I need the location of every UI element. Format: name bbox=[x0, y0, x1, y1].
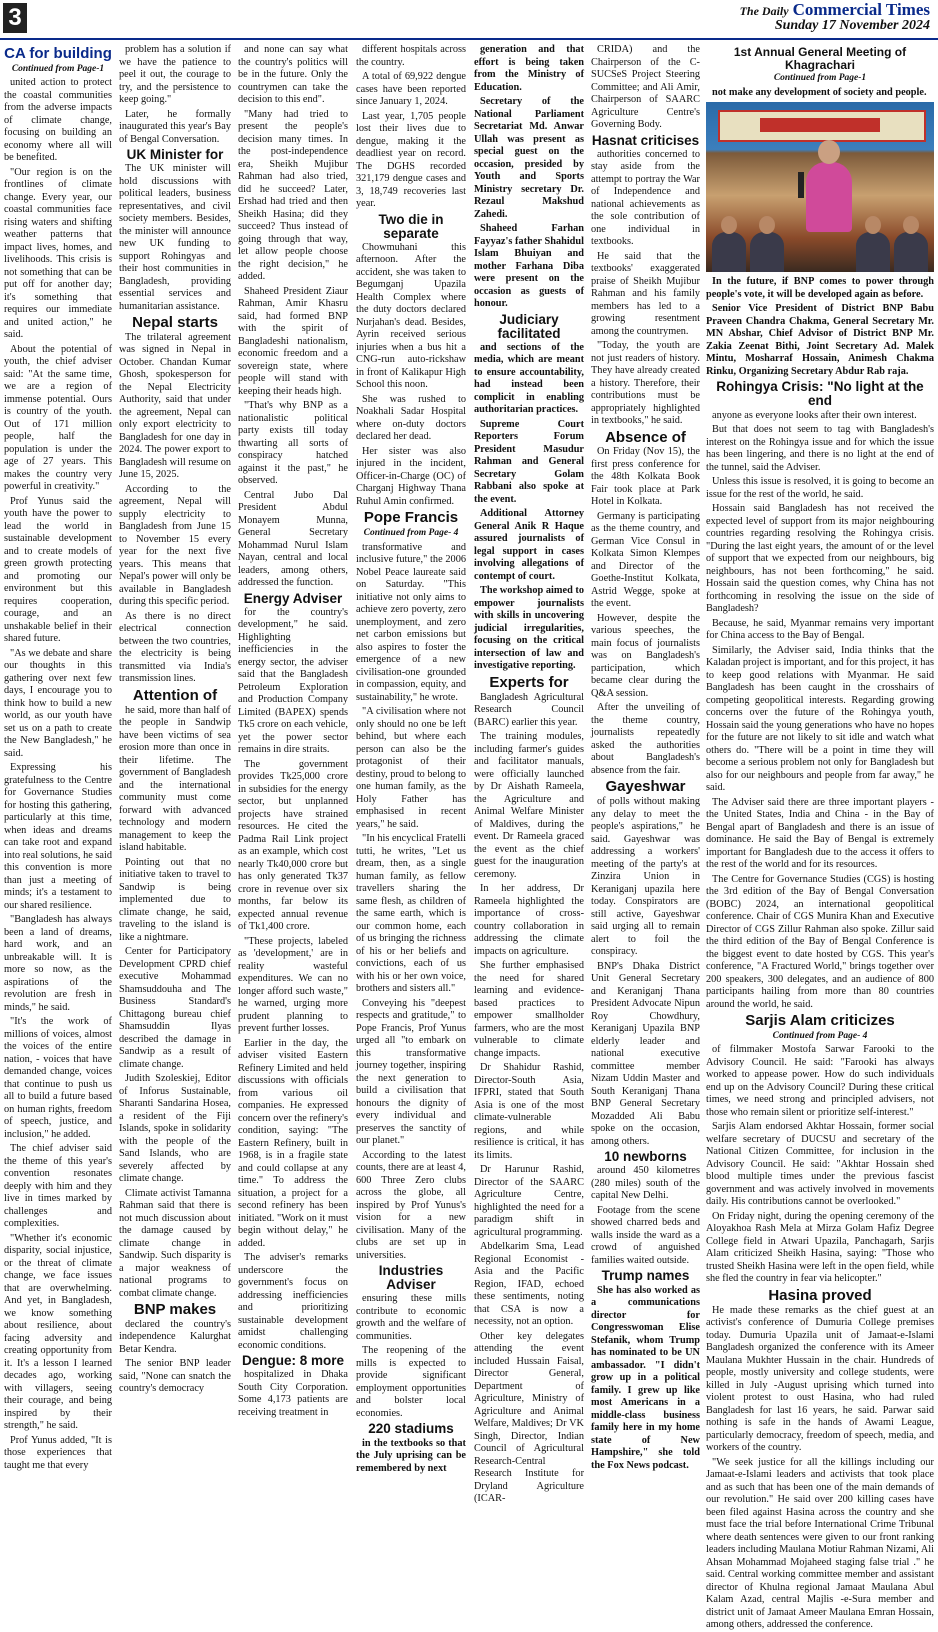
headline-10-newborns: 10 newborns bbox=[604, 1149, 687, 1165]
paragraph: "Bangladesh has always been a land of dreams, hard work, and an unbreakable will. It is more so now, as the aspirations of the revolution are fresh in minds," he said. bbox=[4, 914, 112, 1013]
continued-label: Continued from Page-1 bbox=[773, 73, 867, 84]
paragraph: About the potential of youth, the chief adviser said: "At the same time, we are a region of immense potential. Ours is country of the youth. Out of 171 million people, half the population is under the age of 27 years. This makes the country very powerful in creativity." bbox=[4, 343, 112, 493]
photo-stage-banner bbox=[718, 110, 926, 142]
paragraph: ensuring these mills contribute to economic growth and the welfare of communities. bbox=[356, 1293, 466, 1342]
paragraph: "In his encyclical Fratelli tutti, he writes, "Let us dream, then, as a single human family, as fellow travellers sharing the same flesh, as children of the same earth, which is our common home, each of us bringing the richness of his or her beliefs and convictions, each of us with his or her own voice, brothers and sisters all." bbox=[356, 833, 466, 995]
headline-energy-adviser: Energy Adviser bbox=[243, 590, 343, 606]
paragraph: united action to protect the coastal communities from the adverse impacts of climate change, focusing on building an economy where all will be benefited. bbox=[4, 77, 112, 164]
paragraph: The Adviser said there are three important players - the United States, India and China - in the Bay of Bengal apart of Bangladesh and there is an issue of dominance. He said the Bay of Bengal is extremely important for Bangladesh due to the access it offers to the rest of the world and for its resources. bbox=[706, 796, 934, 871]
paragraph: Climate activist Tamanna Rahman said that there is not much discussion about the damage caused by climate change in Sandwip. Such disparity is a major weakness of national programs to combat climate change. bbox=[119, 1187, 231, 1299]
masthead-rule bbox=[0, 38, 938, 40]
photo-person bbox=[712, 232, 746, 272]
headline-hasina-proved: Hasina proved bbox=[768, 1286, 872, 1304]
continued-label: Continued from Page- 4 bbox=[772, 1030, 868, 1041]
paragraph: BNP's Dhaka District Unit General Secretary and Keraniganj Thana President Advocate Nipun Roy Chowdhury, Keraniganj Upazila BNP elderly leader and national executive committee member Nizam Uddin Master and South Keraniganj Thana BNP General Secretary Mozadded Ali Babu spoke on the occasion, among others. bbox=[591, 960, 700, 1147]
paragraph: As there is no direct electrical connection between the two countries, the electricity is being transmitted via India's transmission lines. bbox=[119, 610, 231, 685]
paragraph: "Our region is on the frontlines of climate change. Every year, our coastal communities face rising waters and shifting weather patterns that impact lives, homes, and livelihoods. This crisis is not something that can be put off for another day; it's something that requires our immediate and united action," he said. bbox=[4, 166, 112, 341]
paragraph: She further emphasised the need for shared learning and evidence-based practices to empower smallholder farmers, who are the most vulnerable to climate change impacts. bbox=[474, 960, 584, 1059]
paragraph: transformative and inclusive future," the 2006 Nobel Peace laureate said on Saturday. "This initiative not only aims to achieve zero poverty, zero unemployment, and zero net carbon emissions but also aspires to foster the emergence of a new civilisation-one grounded in compassion, equity, and sustainability," he wrote. bbox=[356, 541, 466, 703]
paragraph: Abdelkarim Sma, Lead Regional Economist - Asia and the Pacific Region, IFAD, echoed these sentiments, noting that CSA is now a necessity, not an option. bbox=[474, 1241, 584, 1328]
paragraph: In the future, if BNP comes to power through people's vote, it will be developed again as before. bbox=[706, 276, 934, 300]
headline-two-die: Two die in separate bbox=[378, 211, 444, 241]
paragraph: anyone as everyone looks after their own interest. bbox=[712, 409, 917, 421]
headline-dengue: Dengue: 8 more bbox=[241, 1353, 345, 1369]
photo-person bbox=[856, 232, 890, 272]
paragraph: She has also worked as a communications director for Congresswoman Elise Stefanik, whom Trump has nominated to be UN ambassador. "I didn't grow up in a political family. I grew up like most Americans in a middle-class business family here in my home state of New Hampshire," she told the Fox News podcast. bbox=[591, 1284, 700, 1471]
paragraph: However, despite the various speeches, the main focus of journalists was on Bangladesh's participation, which became clear during the Q&A session. bbox=[591, 612, 700, 699]
paragraph: authorities concerned to stay aside from the attempt to portray the War of Independence and national achievements as the sole contribution of one individual in textbooks. bbox=[591, 148, 700, 248]
photo-person bbox=[894, 232, 928, 272]
paragraph: "Many had tried to present the people's decision many times. In the post-independence era, Sheikh Mujibur Rahman had also tried, did he succeed? Later, Ershad had tried and then Sheikh Hasina; did they succeed? Thus instead of going through that way, let allow people choose the right decision," he added. bbox=[238, 108, 348, 282]
paragraph: Other key delegates attending the event included Hussain Faisal, Director General, Department of Agriculture, Ministry of Agriculture and Animal Welfare, Maldives; Dr VK Singh, Director, Indian Council of Agricultural Research-Central Research Institute for Dryland Agriculture (ICAR- bbox=[474, 1330, 584, 1505]
paragraph: "Today, the youth are not just readers of history. They have already created a history. Therefore, their contributions must be appropriately highlighted in textbooks," he said. bbox=[591, 340, 700, 427]
paragraph: The workshop aimed to empower journalists with skills in uncovering judicial irregularities, focusing on the critical intersection of law and investigative reporting. bbox=[474, 585, 584, 672]
paragraph: "Whether it's economic disparity, social injustice, or the threat of climate change, we face issues that are overwhelming. And yet, in Bangladesh, we know something about resilience, about facing adversity and creating opportunity from it. It's a lesson I learned decades ago, working with villagers, seeing their courage, and being inspired by their strength," he said. bbox=[4, 1232, 112, 1432]
paragraph: for the country's development," he said. Highlighting inefficiencies in the energy sector, the adviser said that the Bangladesh Petroleum Exploration and Production Company Limited (BAPEX) spends Tk5 crore on each vehicle, yet the power sector remains in dire straits. bbox=[238, 606, 348, 756]
news-photo bbox=[706, 102, 934, 272]
paragraph: Additional Attorney General Anik R Haque assured journalists of legal support in cases involving allegations of contempt of court. bbox=[474, 508, 584, 582]
paragraph: problem has a solution if we have the patience to peel it out, the courage to try, and the persistence to keep going." bbox=[119, 44, 231, 105]
headline-industries-adviser: Industries Adviser bbox=[378, 1263, 444, 1293]
newspaper-brand bbox=[740, 0, 930, 34]
paragraph: and sections of the media, which are meant to ensure accountability, had instead been complicit in enabling authoritarian practices. bbox=[474, 341, 584, 416]
paragraph: "A civilisation where not only should no one be left behind, but where each person can also be the protagonist of their destiny, proud to belong to one human family, as the Holy Father has emphasised in recent years," he said. bbox=[356, 706, 467, 830]
paragraph: On Friday (Nov 15), the first press conference for the 48th Kolkata Book Fair took place at Park Hotel in Kolkata. bbox=[591, 446, 700, 508]
paragraph: After the unveiling of the theme country, journalists repeatedly asked the authorities about Bangladesh's absence from the fair. bbox=[591, 702, 700, 776]
paragraph: Prof Yunus added, "It is those experiences that taught me that every bbox=[4, 1434, 112, 1471]
paragraph: Because, he said, Myanmar remains very important for China access to the Bay of Bengal. bbox=[706, 617, 934, 642]
paragraph: The chief adviser said the theme of this year's convention resonates deeply with him and they live in times marked by challenges and complexities. bbox=[4, 1143, 112, 1230]
paragraph: and none can say what the country's politics will be in the future. Only the countrymen can take the decision to this end". bbox=[238, 44, 348, 105]
paragraph: Expressing his gratefulness to the Centre for Governance Studies for hosting this gathering, particularly at this time, when ideas and dreams can take root and expand into real solutions, he said this convention is more than just a meeting of minds; it's a testament to our shared resilience. bbox=[4, 762, 112, 911]
masthead bbox=[0, 0, 938, 38]
paragraph: Prof Yunus said the youth have the power to lead the world in sustainable development and to create models of green growth protecting and promoting our environment but this requires cooperation, courage, and an unshakable belief in their shared future. bbox=[4, 495, 112, 645]
paragraph: Later, he formally inaugurated this year's Bay of Bengal Conversation. bbox=[119, 108, 231, 145]
paragraph: Similarly, the Adviser said, India thinks that the Kaladan project is important, and for this project, it has to keep good relations with Myanmar. He said Bangladesh has been caught in the crosshairs of competing geopolitical interests. Regarding growing concerns over the future of the Rohingya youth, Hossain said the young generations who have no hopes for the future are not likely to sit idle and watch what others do. "There will be a point in time they will become a serious problem not only for Bangladesh but also for our neighbours and people from far away," he said. bbox=[706, 644, 934, 794]
paragraph: But that does not seem to tag with Bangladesh's interest on the Rohingya issue and for which the issue has been lingering, and there is no light at the end of the tunnel, said the Adviser. bbox=[706, 424, 934, 473]
paragraph: "We seek justice for all the killings including our Jamaat-e-Islami leaders and activists that took place and as such that has been one of the main demands of our revolution." He said over 200 killing cases have been filed against Hasina across the country and she must face the trial before International Crime Tribunal where death sentences were given to our front ranking leaders including Maulana Motiur Rahman Nizami, Ali Ahsan Mohammad Mojaheed staging false trial ." he said. Central working committee member and assistant director of Khulna regional Jamaat Maulana Abul Kalam Azad, central Majlis -e-Sura member and district unit of Jamaat Ameer Maulana Emran Hossain, among others, addressed the conference. bbox=[706, 1456, 934, 1631]
paragraph: Germany is participating as the theme country, and German Vice Consul in Kolkata Simon Klempes and Director of the Goethe-Institut Kolkata, Astrid Wegge, spoke at the event. bbox=[591, 510, 700, 610]
paragraph: Unless this issue is resolved, it is going to become an issue for the rest of the world, he said. bbox=[706, 476, 934, 500]
paragraph: "It's the work of millions of voices, almost the voices of the entire nation, - voices that have demanded change, voices that continue to push us all to build a future based on human rights, freedom of speech, justice, and inclusion," he added. bbox=[4, 1016, 112, 1140]
paragraph: Pointing out that no initiative taken to travel to Sandwip is being implemented due to climate change, he said, traveling to the island is like a nightmare. bbox=[119, 856, 231, 943]
paragraph: Chowmuhani this afternoon. After the accident, she was taken to Begumganj Upazila Health Complex where the duty doctors declared Nurjahan's dead. Besides, Ayrin received serious injuries when a bus hit a CNG-run auto-rickshaw in front of Kalikapur High School this noon. bbox=[356, 241, 466, 391]
paragraph: According to the latest counts, there are at least 4, 600 Three Zero clubs across the globe, all inspired by Prof Yunus's vision for a new civilisation. Many of the clubs are set up in universities. bbox=[356, 1149, 466, 1261]
paragraph: Sarjis Alam endorsed Akhtar Hossain, former social welfare secretary of DUCSU and secretary of the National Citizen Committee, for inclusion in the Advisory Council. He said: "Akhtar Hossain shed blood multiple times under the previous fascist government and was actively involved in movements daily. His contributions cannot be overlooked." bbox=[706, 1121, 934, 1208]
paragraph: hospitalized in Dhaka South City Corporation. Some 4,173 patients are receiving treatment in bbox=[238, 1369, 348, 1418]
paragraph: In her address, Dr Rameela highlighted the importance of cross-country collaboration in addressing the climate impacts on agriculture. bbox=[474, 883, 584, 957]
column-7 bbox=[706, 44, 934, 1631]
paragraph: The trilateral agreement was signed in Nepal in October. Chandan Kumar Ghosh, spokesperson for the Nepal Electricity Authority, said that under the agreement, Nepal can only export electricity to Bangladesh for one day in 2024. The power export to Bangladesh will resume on June 15, 2025. bbox=[119, 331, 231, 481]
headline-rohingya-crisis: Rohingya Crisis: "No light at the end bbox=[716, 379, 924, 409]
paragraph: He said that the textbooks' exaggerated praise of Sheikh Mujibur Rahman and his family members has led to a growing resentment among the countrymen. bbox=[591, 250, 700, 337]
paragraph: Senior Vice President of District BNP Babu Praveen Chandra Chakma, General Secretary Mr. MN Abshar, Chief Advisor of District BNP Mr. Zakia Zeenat Bithi, Joint Secretary Ad. Malek Mintu, Mosharraf Hossain, Animesh Chakma Rinku, Organizing Secretary Abdur Rab raja. bbox=[706, 303, 934, 377]
brand-name: Commercial Times bbox=[792, 0, 930, 19]
paragraph: Dr Shahidur Rashid, Director-South Asia, IFPRI, stated that South Asia is one of the most climate-vulnerable regions, and while resilience is critical, it has its limits. bbox=[474, 1062, 584, 1161]
paragraph: not make any development of society and people. bbox=[712, 86, 927, 98]
headline-judiciary: Judiciary facilitated bbox=[497, 311, 561, 341]
paragraph: he said, more than half of the people in Sandwip have been victims of sea erosion more than once in their lifetime. The government of Bangladesh and the international community must come forward with advanced technology and modern management to keep the island habitable. bbox=[119, 704, 231, 854]
column-2 bbox=[119, 44, 231, 1454]
paragraph: Earlier in the day, the adviser visited Eastern Refinery Limited and held discussions with officials from various oil companies. He expressed concern over the refinery's condition, saying: "The Eastern Refinery, built in 1968, is in a fragile state and could collapse at any time." To address the situation, a project for a second refinery has been initiated. "Work on it must begin without delay," he added. bbox=[238, 1037, 348, 1249]
headline-uk-minister: UK Minister for bbox=[126, 147, 224, 162]
paragraph: CRIDA) and the Chairperson of the C-SUCSeS Project Steering Committee; and Ali Amir, Chairperson of SAARC Agriculture Centre's Governing Body. bbox=[591, 44, 700, 130]
headline-experts: Experts for bbox=[489, 673, 569, 691]
headline-ca-building: CA for building bbox=[4, 45, 112, 62]
paragraph: The adviser's remarks underscore the government's focus on addressing inefficiencies and prioritizing sustainable development amidst challenging economic conditions. bbox=[238, 1252, 348, 1351]
paragraph: Shaheed Farhan Fayyaz's father Shahidul Islam Bhuiyan and mother Farhana Diba were present on the occasion as guests of honour. bbox=[474, 223, 584, 309]
paragraph: Secretary of the National Parliament Secretariat Md. Anwar Ullah was present as special guest on the occasion, presided by Youth and Sports Ministry secretary Dr. Rezaul Makshud Zahedi. bbox=[474, 96, 584, 220]
headline-pope-francis: Pope Francis bbox=[363, 509, 459, 527]
paragraph: "These projects, labeled as 'development,' are in reality wasteful expenditures. We can no longer afford such waste," he warned, urging more prudent planning to prevent further losses. bbox=[238, 935, 348, 1035]
column-5 bbox=[474, 44, 584, 1505]
photo-speaker bbox=[806, 162, 852, 232]
paragraph: Her sister was also injured in the incident, Officer-in-Charge (OC) of Charganj Highway Thana Ruhul Amin confirmed. bbox=[356, 445, 466, 507]
column-4 bbox=[356, 44, 467, 1474]
headline-nepal: Nepal starts bbox=[132, 314, 218, 332]
headline-absence: Absence of bbox=[605, 428, 686, 446]
paragraph: The senior BNP leader said, "None can snatch the country's democracy bbox=[119, 1358, 231, 1395]
paragraph: of filmmaker Mostofa Sarwar Farooki to the Advisory Council. He said: "Farooki has always worked to appease power. How do such individuals end up on the Advisory Council? During these critical times, we need strong and principled advisers, not those who remain silent or prioritize self-interest." bbox=[706, 1044, 934, 1118]
column-3 bbox=[238, 44, 348, 1454]
paragraph: Conveying his "deepest respects and gratitude," to Pope Francis, Prof Yunus urged all "to embark on this transformative journey together, inspiring the next generation to build a civilisation that honours the dignity of every individual and preserves the sanctity of our planet." bbox=[356, 997, 466, 1147]
paragraph: around 450 kilometres (280 miles) south of the capital New Delhi. bbox=[591, 1165, 700, 1202]
paragraph: On Friday night, during the opening ceremony of the Aloyakhoa Rash Mela at Mirza Golam Hafiz Degree College field in Atwari Upazila, Panchagarh, Sarjis Alam criticized Sheikh Hasina, saying: "Those who trusted Sheikh Hasina were left in the open field, while she fled the country in fear via helicopter." bbox=[706, 1210, 934, 1285]
page-number: 3 bbox=[3, 3, 27, 33]
continued-label: Continued from Page- 4 bbox=[363, 528, 459, 539]
paragraph: Judith Szoleskiej, Editor of Inforus Sustainable, Sharanti Sandarina Hosea, a resident of the Fiji Islands, spoke in solidarity with the people of the Sand Islands, who are severely affected by climate change. bbox=[119, 1073, 231, 1185]
paragraph: Footage from the scene showed charred beds and walls inside the ward as a crowd of anguished families waited outside. bbox=[591, 1204, 700, 1266]
headline-gayeshwar: Gayeshwar bbox=[605, 778, 686, 796]
paragraph: Hossain said Bangladesh has not received the expected level of support from its major neighbouring countries regarding resolving the Rohingya crisis. "During the last eight years, the amount of or the level of support that we expected from our neighbours, big neighbours, has not been forthcoming," he said. Hossain said the question comes, why China has not forthcoming in resolving the issue on the side of Bangladesh? bbox=[706, 503, 934, 615]
paragraph: "That's why BNP as a nationalistic political party exists till today thwarting all sorts of conspiracy hatched against it the past," he observed. bbox=[238, 400, 348, 486]
paragraph: The UK minister will hold discussions with political leaders, business representatives, and civil society members. Besides, the minister will announce new UK funding to support Rohingyas and their host communities in Bangladesh, providing essential services and humanitarian assistance. bbox=[119, 163, 231, 312]
paragraph: different hospitals across the country. bbox=[356, 44, 466, 68]
paragraph: The training modules, including farmer's guides and facilitator manuals, were officially launched by Dr Aishath Rameela, the Agriculture and Animal Welfare Minister of Maldives, during the event. Dr Rameela graced the event as the chief guest for the inauguration ceremony. bbox=[474, 731, 584, 880]
issue-date: Sunday 17 November 2024 bbox=[774, 18, 930, 33]
paragraph: The government provides Tk25,000 crore in subsidies for the energy sector, but unplanned projects have strained resources. He cited the Padma Rail Link project as an example, which cost nearly Tk40,000 crore but has only generated Tk37 crore in revenue over six months, far below its expected annual revenue of Tk1,400 crore. bbox=[238, 758, 348, 933]
continued-label: Continued from Page-1 bbox=[11, 63, 105, 74]
column-1 bbox=[4, 44, 112, 1471]
headline-bnp: BNP makes bbox=[133, 1301, 217, 1319]
headline-220-stadiums: 220 stadiums bbox=[368, 1421, 454, 1437]
headline-trump-names: Trump names bbox=[601, 1268, 690, 1284]
paragraph: A total of 69,922 dengue cases have been reported since January 1, 2024. bbox=[356, 71, 466, 107]
headline-hasnat: Hasnat criticises bbox=[591, 132, 700, 148]
paragraph: Dr Harunur Rashid, Director of the SAARC Agriculture Centre, highlighted the need for a paradigm shift in agricultural programming. bbox=[474, 1164, 584, 1238]
headline-agm-khagrachari: 1st Annual General Meeting of Khagrachari bbox=[733, 45, 907, 72]
headline-sarjis-alam: Sarjis Alam criticizes bbox=[745, 1012, 895, 1030]
paragraph: Central Jubo Dal President Abdul Monayem Munna, General Secretary Mohammad Nurul Islam Nayan, central and local leaders, among others, addressed the function. bbox=[238, 489, 348, 588]
paragraph: According to the agreement, Nepal will supply electricity to Bangladesh from June 15 to November 15 every year for the next five years. This means that Nepal's power will only be available in Bangladesh during this specific period. bbox=[119, 483, 231, 608]
paragraph: He made these remarks as the chief guest at an activist's conference of Dumuria College premises today. Dumuria Upazila unit of Jamaat-e-Islami Bangladesh organized the conference with its Ameer Maulana Mukhter Hussain in the chair. Hundreds of people, mostly university and college students, were killed in July -August uprising which turned into violent protest to oust Hasina, who had ruled Bangladesh for last 16 years, he said. Parwar said nothing is safe in the hands of Awami League, particularly democracy, freedom of speech, media, and workers of the country. bbox=[706, 1304, 934, 1454]
microphone bbox=[798, 172, 804, 198]
photo-person bbox=[750, 232, 784, 272]
paragraph: Shaheed President Ziaur Rahman, Amir Khasru said, had formed BNP with the spirit of Bangladeshi nationalism, economic freedom and a sovereign state, where people will stand with keeping their heads high. bbox=[238, 285, 348, 397]
column-6 bbox=[591, 44, 700, 1471]
paragraph: Bangladesh Agricultural Research Council (BARC) earlier this year. bbox=[474, 691, 584, 728]
paragraph: The reopening of the mills is expected to provide significant employment opportunities and bolster local economies. bbox=[356, 1345, 466, 1419]
paragraph: "As we debate and share our thoughts in this gathering over next few days, I encourage you to think how to build a new world, as our youth have set us on a path to create the New Bangladesh," he said. bbox=[4, 647, 112, 759]
paragraph: She was rushed to Noakhali Sadar Hospital where on-duty doctors declared her dead. bbox=[356, 393, 466, 443]
paragraph: generation and that effort is being taken from the Ministry of Education. bbox=[474, 44, 584, 93]
paragraph: Supreme Court Reporters Forum President Masudur Rahman and General Secretary Golam Rabbani also spoke at the event. bbox=[474, 418, 584, 505]
paragraph: Center for Participatory Development CPRD chief executive Mohammad Shamsuddouha and The Business Standard's Chittagong bureau chief Shamsuddin Ilyas described the damage in Sandwip as a result of climate change. bbox=[119, 946, 231, 1070]
paragraph: The Centre for Governance Studies (CGS) is hosting the 3rd edition of the Bay of Bengal Conversation (BOBC) 2024, an international geopolitical conference. Chair of CGS Munira Khan and Executive Director of CGS Zillur Rahman also spoke. Zillur said the third edition of the Bay of Bengal Conference is the biggest event to date hosted by CGS. This year's conference, "A Fractured World," brings together over 200 speakers, 300 delegates, and an audience of 800 participants hailing from more than 80 countries around the world, he said. bbox=[706, 873, 934, 1010]
brand-prefix: The Daily bbox=[739, 4, 789, 18]
paragraph: declared the country's independence Kalurghat Betar Kendra. bbox=[119, 1318, 231, 1355]
paragraph: Last year, 1,705 people lost their lives due to dengue, making it the deadliest year on record. The DGHS recorded 321,179 dengue cases and 3, 18,749 recoveries last year. bbox=[356, 110, 466, 209]
paragraph: in the textbooks so that the July uprising can be remembered by next bbox=[356, 1437, 466, 1474]
paragraph: of polls without making any delay to meet the people's aspirations," he said. Gayeshwar was addressing a workers' meeting of the party's at Zinzira Union in Keraniganj upazila here today. Conspirators are still active, Gayeshwar said urging all to remain alert to foil the conspiracy. bbox=[591, 796, 700, 958]
headline-attention: Attention of bbox=[132, 686, 218, 704]
